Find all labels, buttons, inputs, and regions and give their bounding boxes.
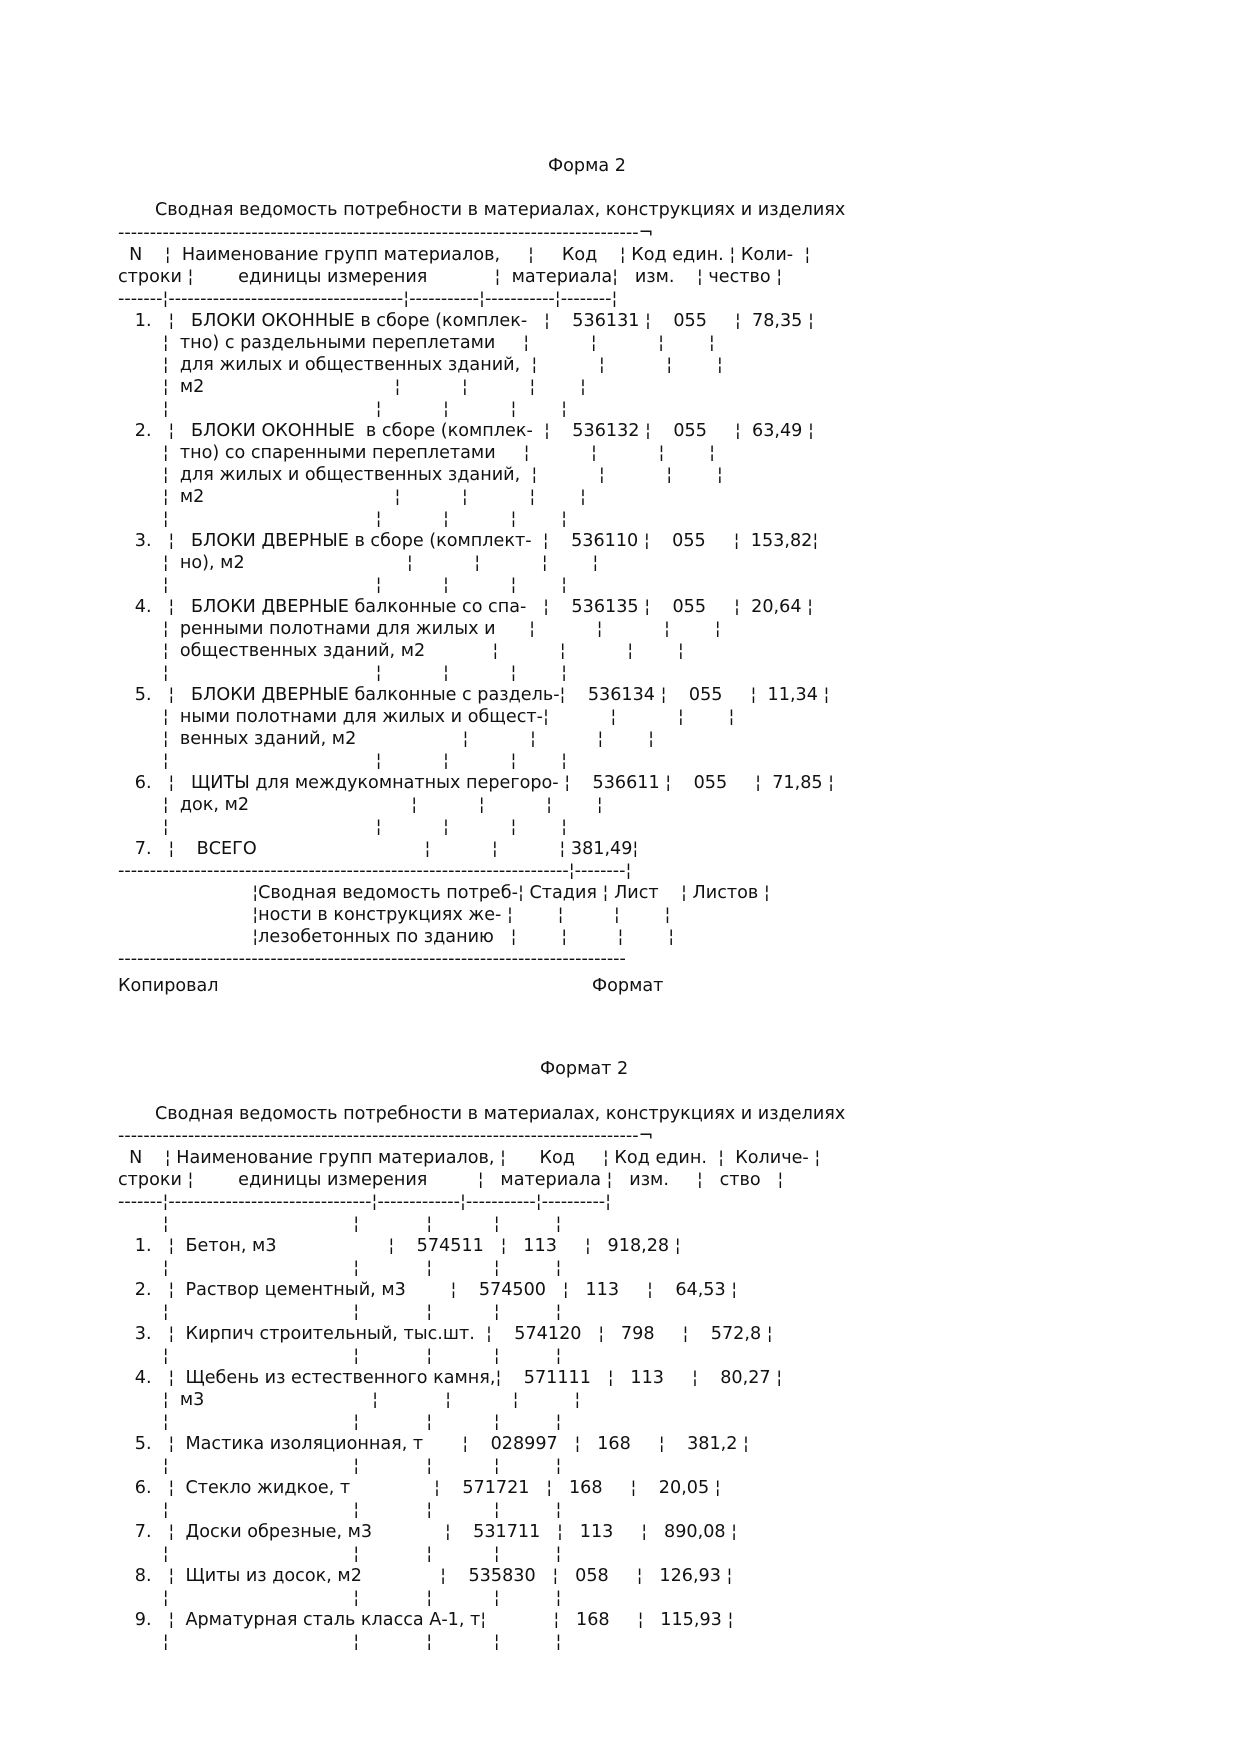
form2-table-line: строки ¦ единицы измерения ¦ материала ¦ изм. ¦ ство ¦ — [118, 1170, 784, 1190]
form1-table-line: 1. ¦ БЛОКИ ОКОННЫЕ в сборе (комплек- ¦ 536131 ¦ 055 ¦ 78,35 ¦ — [118, 311, 814, 331]
form2-table-line: N ¦ Наименование групп материалов, ¦ Код ¦ Код един. ¦ Количе- ¦ — [118, 1148, 821, 1168]
form1-title: Сводная ведомость потребности в материалах, конструкциях и изделиях — [155, 200, 846, 220]
form1-table-line: -----------------------------------------------------------------------¦--------¦ — [118, 861, 632, 881]
form1-table-line: ¦ тно) с раздельными переплетами ¦ ¦ ¦ ¦ — [118, 333, 715, 353]
form1-table-line: ----------------------------------------------------------------------------------¬ — [118, 223, 654, 243]
form1-table-line: ¦ м2 ¦ ¦ ¦ ¦ — [118, 487, 586, 507]
form2-table-line: 6. ¦ Стекло жидкое, т ¦ 571721 ¦ 168 ¦ 20,05 ¦ — [118, 1478, 721, 1498]
form2-table-line: ¦ ¦ ¦ ¦ ¦ — [118, 1258, 562, 1278]
form1-table-line: ¦ ¦ ¦ ¦ ¦ — [118, 399, 568, 419]
form1-table-line: 3. ¦ БЛОКИ ДВЕРНЫЕ в сборе (комплект- ¦ 536110 ¦ 055 ¦ 153,82¦ — [118, 531, 819, 551]
form2-table-line: 5. ¦ Мастика изоляционная, т ¦ 028997 ¦ 168 ¦ 381,2 ¦ — [118, 1434, 749, 1454]
form1-table-line: -------------------------------------------------------------------------------- — [118, 949, 626, 969]
form2-table-line: 9. ¦ Арматурная сталь класса А-1, т¦ ¦ 168 ¦ 115,93 ¦ — [118, 1610, 734, 1630]
form1-table-line: ¦ док, м2 ¦ ¦ ¦ ¦ — [118, 795, 603, 815]
form2-table-line: ¦ ¦ ¦ ¦ ¦ — [118, 1456, 562, 1476]
form2-table — [118, 1125, 820, 1653]
form2-table-line: ¦ ¦ ¦ ¦ ¦ — [118, 1632, 562, 1652]
form1-heading: Форма 2 — [548, 156, 626, 176]
form2-table-line: 3. ¦ Кирпич строительный, тыс.шт. ¦ 574120 ¦ 798 ¦ 572,8 ¦ — [118, 1324, 773, 1344]
form1-table-line: ¦ м2 ¦ ¦ ¦ ¦ — [118, 377, 586, 397]
form2-table-line: ¦ ¦ ¦ ¦ ¦ — [118, 1346, 562, 1366]
form1-table-line: -------¦-------------------------------------¦-----------¦-----------¦--------¦ — [118, 289, 618, 309]
form2-table-line: -------¦--------------------------------¦-------------¦-----------¦----------¦ — [118, 1192, 612, 1212]
form2-table-line: ¦ ¦ ¦ ¦ ¦ — [118, 1588, 562, 1608]
form2-table-line: 1. ¦ Бетон, м3 ¦ 574511 ¦ 113 ¦ 918,28 ¦ — [118, 1236, 681, 1256]
form1-table-line: 4. ¦ БЛОКИ ДВЕРНЫЕ балконные со спа- ¦ 536135 ¦ 055 ¦ 20,64 ¦ — [118, 597, 814, 617]
form2-table-line: ¦ ¦ ¦ ¦ ¦ — [118, 1500, 562, 1520]
form2-table-line: ¦ м3 ¦ ¦ ¦ ¦ — [118, 1390, 581, 1410]
form1-table-line: ¦ ренными полотнами для жилых и ¦ ¦ ¦ ¦ — [118, 619, 721, 639]
form1-table-line: ¦Сводная ведомость потреб-¦ Стадия ¦ Лист ¦ Листов ¦ — [118, 883, 770, 903]
form2-table-line: ----------------------------------------------------------------------------------¬ — [118, 1126, 654, 1146]
form1-table — [118, 222, 834, 970]
form1-table-line: ¦ ¦ ¦ ¦ ¦ — [118, 751, 568, 771]
form2-table-line: ¦ ¦ ¦ ¦ ¦ — [118, 1214, 562, 1234]
form1-table-line: 5. ¦ БЛОКИ ДВЕРНЫЕ балконные с раздель-¦ 536134 ¦ 055 ¦ 11,34 ¦ — [118, 685, 830, 705]
form1-table-line: ¦ ¦ ¦ ¦ ¦ — [118, 575, 568, 595]
form2-table-line: ¦ ¦ ¦ ¦ ¦ — [118, 1412, 562, 1432]
form2-heading: Формат 2 — [540, 1059, 629, 1079]
form2-table-line: 8. ¦ Щиты из досок, м2 ¦ 535830 ¦ 058 ¦ 126,93 ¦ — [118, 1566, 733, 1586]
form1-table-line: N ¦ Наименование групп материалов, ¦ Код ¦ Код един. ¦ Коли- ¦ — [118, 245, 811, 265]
form2-table-line: 7. ¦ Доски обрезные, м3 ¦ 531711 ¦ 113 ¦ 890,08 ¦ — [118, 1522, 738, 1542]
form1-footer-left: Копировал — [118, 976, 219, 996]
form1-table-line: ¦ но), м2 ¦ ¦ ¦ ¦ — [118, 553, 599, 573]
form1-table-line: ¦ тно) со спаренными переплетами ¦ ¦ ¦ ¦ — [118, 443, 716, 463]
form1-table-line: ¦ ¦ ¦ ¦ ¦ — [118, 663, 568, 683]
form1-table-line: 2. ¦ БЛОКИ ОКОННЫЕ в сборе (комплек- ¦ 536132 ¦ 055 ¦ 63,49 ¦ — [118, 421, 814, 441]
form2-table-line: 4. ¦ Щебень из естественного камня,¦ 571111 ¦ 113 ¦ 80,27 ¦ — [118, 1368, 783, 1388]
form1-table-line: ¦ для жилых и общественных зданий, ¦ ¦ ¦ ¦ — [118, 355, 723, 375]
form1-table-line: ¦ ¦ ¦ ¦ ¦ — [118, 817, 568, 837]
form2-table-line: ¦ ¦ ¦ ¦ ¦ — [118, 1544, 562, 1564]
form2-table-line: 2. ¦ Раствор цементный, м3 ¦ 574500 ¦ 113 ¦ 64,53 ¦ — [118, 1280, 738, 1300]
form2-table-line: ¦ ¦ ¦ ¦ ¦ — [118, 1302, 562, 1322]
form2-title: Сводная ведомость потребности в материалах, конструкциях и изделиях — [155, 1104, 846, 1124]
form1-table-line: ¦ ными полотнами для жилых и общест-¦ ¦ ¦ ¦ — [118, 707, 735, 727]
form1-table-line: строки ¦ единицы измерения ¦ материала¦ изм. ¦ чество ¦ — [118, 267, 783, 287]
form1-table-line: ¦ венных зданий, м2 ¦ ¦ ¦ ¦ — [118, 729, 655, 749]
form1-table-line: 7. ¦ ВСЕГО ¦ ¦ ¦ 381,49¦ — [118, 839, 639, 859]
form1-table-line: ¦ности в конструкциях же- ¦ ¦ ¦ ¦ — [118, 905, 671, 925]
form1-table-line: ¦ ¦ ¦ ¦ ¦ — [118, 509, 568, 529]
form1-table-line: ¦ общественных зданий, м2 ¦ ¦ ¦ ¦ — [118, 641, 684, 661]
form1-table-line: 6. ¦ ЩИТЫ для междукомнатных перегоро- ¦ 536611 ¦ 055 ¦ 71,85 ¦ — [118, 773, 835, 793]
form1-table-line: ¦лезобетонных по зданию ¦ ¦ ¦ ¦ — [118, 927, 675, 947]
form1-table-line: ¦ для жилых и общественных зданий, ¦ ¦ ¦ ¦ — [118, 465, 723, 485]
form1-footer-right: Формат — [592, 976, 664, 996]
